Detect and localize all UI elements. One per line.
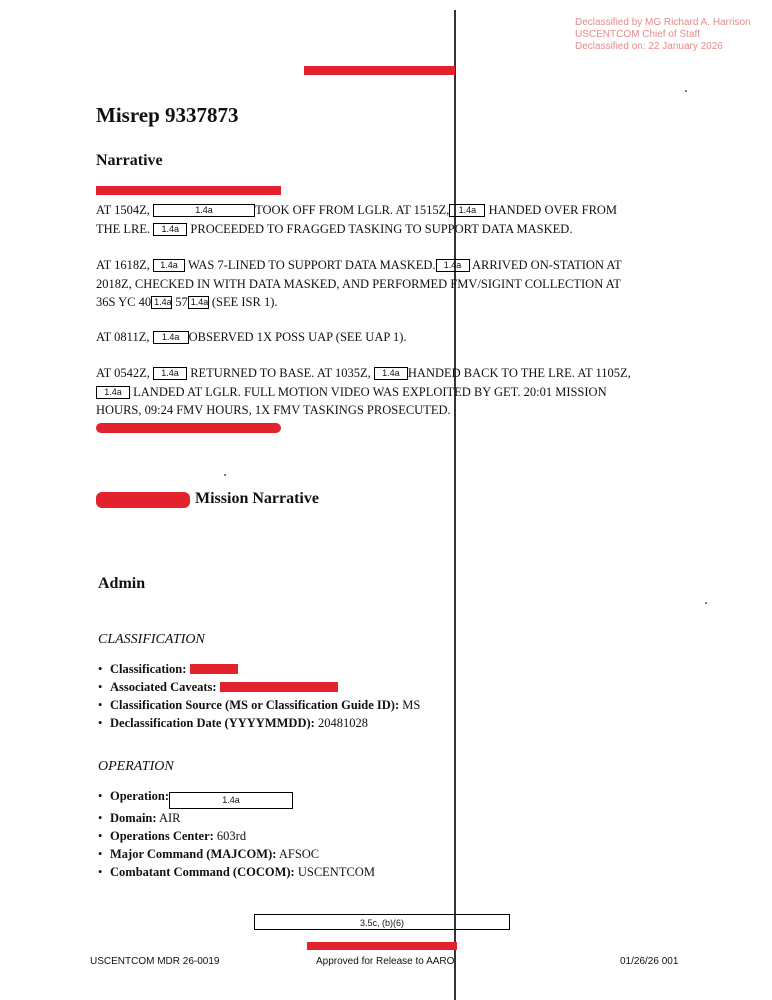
narrative-paragraph-3: AT 0811Z, 1.4a OBSERVED 1X POSS UAP (SEE UAP 1). xyxy=(96,330,407,344)
classification-marking-redaction xyxy=(96,186,281,195)
footer-center: Approved for Release to AARO xyxy=(316,956,455,967)
page-title: Misrep 9337873 xyxy=(96,103,239,127)
redaction-box: 1.4a xyxy=(153,367,187,380)
admin-heading: Admin xyxy=(98,575,146,592)
operation-subheading: OPERATION xyxy=(98,759,174,774)
stamp-line-1: Declassified by MG Richard A. Harrison xyxy=(575,17,751,28)
redaction-box: 1.4a xyxy=(153,223,187,236)
operation-list xyxy=(98,787,518,881)
classification-list xyxy=(98,660,518,732)
list-item: • Domain: AIR xyxy=(98,809,518,827)
redaction-box: 1.4a xyxy=(153,331,189,344)
narrative-heading: Narrative xyxy=(96,152,163,169)
redaction-box: 1.4a xyxy=(96,386,130,399)
declassification-stamp xyxy=(575,17,751,53)
scan-speck xyxy=(224,474,226,476)
redaction-box: 1.4a xyxy=(436,259,470,272)
list-item: • Combatant Command (COCOM): USCENTCOM xyxy=(98,863,518,881)
list-item: • Major Command (MAJCOM): AFSOC xyxy=(98,845,518,863)
header-redaction-bar xyxy=(304,66,455,75)
mission-narrative-heading: Mission Narrative xyxy=(195,490,319,507)
narrative-paragraph-2: AT 1618Z, 1.4a WAS 7-LINED TO SUPPORT DATA MASKED. 1.4a ARRIVED ON-STATION AT 2018Z, CHECKED IN WITH DATA MASKED, AND PERFORMED FMV/SIGINT COLLECTION AT 36S YC 40 1.4a 57 1.4a (SEE ISR 1). xyxy=(96,258,622,309)
list-item: • Classification: xyxy=(98,660,518,678)
portion-marking-redaction xyxy=(96,492,190,508)
inline-redaction xyxy=(220,682,338,692)
scan-speck xyxy=(705,602,707,604)
list-item: • Declassification Date (YYYYMMDD): 20481028 xyxy=(98,714,518,732)
redaction-box: 1.4a xyxy=(169,792,293,809)
narrative-paragraph-1: AT 1504Z, 1.4a TOOK OFF FROM LGLR. AT 1515Z, 1.4a HANDED OVER FROM THE LRE. 1.4a PROCEEDED TO FRAGGED TASKING TO SUPPORT DATA MASKED. xyxy=(96,203,618,236)
classification-subheading: CLASSIFICATION xyxy=(98,632,205,647)
redaction-box: 1.4a xyxy=(374,367,408,380)
inline-redaction xyxy=(190,664,238,674)
redaction-box: 1.4a xyxy=(153,204,255,217)
bottom-redaction-box: 3.5c, (b)(6) xyxy=(254,914,510,930)
list-item: • Associated Caveats: xyxy=(98,678,518,696)
list-item: • Classification Source (MS or Classification Guide ID): MS xyxy=(98,696,518,714)
narrative-paragraph-4: AT 0542Z, 1.4a RETURNED TO BASE. AT 1035Z, 1.4a HANDED BACK TO THE LRE. AT 1105Z, 1.4a LANDED AT LGLR. FULL MOTION VIDEO WAS EXPLOITED BY GET. 20:01 MISSION HOURS, 09:24 FMV HOURS, 1X FMV TASKINGS PROSECUTED. xyxy=(96,366,631,417)
list-item: • Operations Center: 603rd xyxy=(98,827,518,845)
footer-right: 01/26/26 001 xyxy=(620,956,679,967)
redaction-box: 1.4a xyxy=(188,296,209,309)
redaction-box: 1.4a xyxy=(153,259,185,272)
scan-speck xyxy=(685,90,687,92)
classification-marking-redaction xyxy=(96,423,281,433)
redaction-box: 1.4a xyxy=(151,296,172,309)
redaction-box: 1.4a xyxy=(449,204,485,217)
footer-redaction-bar xyxy=(307,942,457,950)
stamp-line-2: USCENTCOM Chief of Staff xyxy=(575,29,700,40)
footer-left: USCENTCOM MDR 26-0019 xyxy=(90,956,220,967)
list-item: • Operation: 1.4a xyxy=(98,787,518,809)
stamp-line-3: Declassified on: 22 January 2026 xyxy=(575,41,723,52)
